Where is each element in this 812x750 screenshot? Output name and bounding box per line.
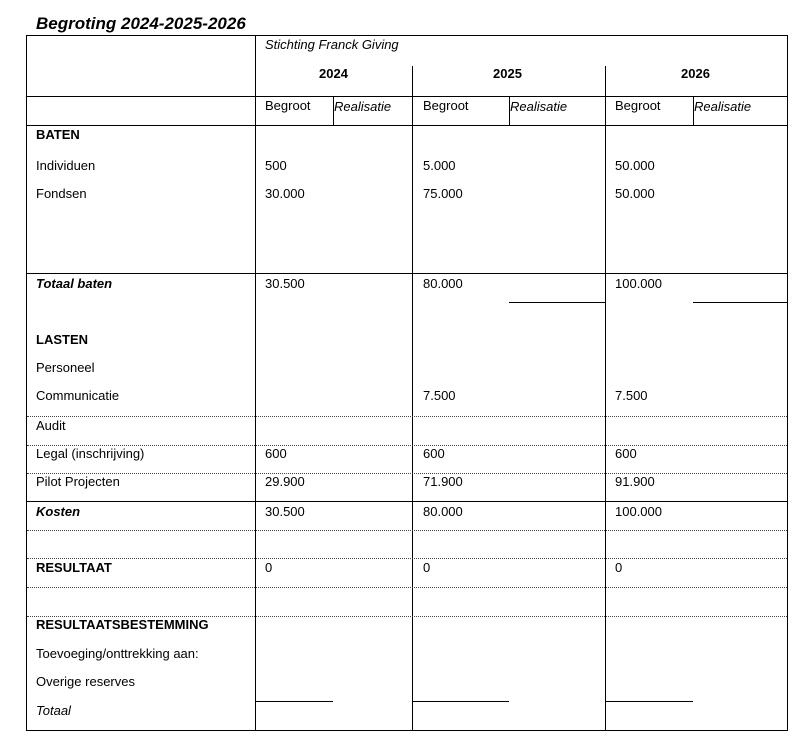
total-label-kosten: Kosten bbox=[36, 504, 81, 519]
row-label: Overige reserves bbox=[36, 674, 135, 689]
subheader-budget: Begroot bbox=[423, 98, 469, 113]
total-2024: 30.500 bbox=[265, 504, 305, 519]
page-title: Begroting 2024-2025-2026 bbox=[36, 14, 246, 33]
row-label: Personeel bbox=[36, 360, 95, 375]
row-label: Fondsen bbox=[36, 186, 87, 201]
baten-total-rule bbox=[27, 273, 787, 274]
resultaat-2025: 0 bbox=[423, 560, 431, 575]
total-2025: 80.000 bbox=[423, 276, 463, 291]
total-underline-2026 bbox=[605, 701, 693, 702]
total-2024: 30.500 bbox=[265, 276, 305, 291]
total-2026: 100.000 bbox=[615, 276, 662, 291]
cell-2025: 600 bbox=[423, 446, 445, 461]
subheader-actual: Realisatie bbox=[334, 99, 392, 114]
section-heading-bestemming: RESULTAATSBESTEMMING bbox=[36, 617, 209, 632]
row-rule bbox=[27, 416, 787, 417]
cell-2026: 50.000 bbox=[615, 158, 655, 173]
subheader-actual: Realisatie bbox=[510, 99, 568, 114]
row-label: Toevoeging/onttrekking aan: bbox=[36, 646, 199, 661]
col-divider-2025 bbox=[412, 66, 413, 730]
cell-2026: 50.000 bbox=[615, 186, 655, 201]
cell-2024: 30.000 bbox=[265, 186, 305, 201]
cell-2026: 600 bbox=[615, 446, 637, 461]
row-label: Communicatie bbox=[36, 388, 120, 403]
total-underline-2026 bbox=[693, 302, 787, 303]
budget-table bbox=[26, 35, 788, 731]
col-divider-label bbox=[255, 36, 256, 730]
section-heading-lasten: LASTEN bbox=[36, 332, 88, 347]
total-2026: 100.000 bbox=[615, 504, 662, 519]
col-divider-2026 bbox=[605, 66, 606, 730]
row-label: Individuen bbox=[36, 158, 96, 173]
subheader-actual: Realisatie bbox=[694, 99, 752, 114]
row-rule bbox=[27, 587, 787, 588]
cell-2024: 600 bbox=[265, 446, 287, 461]
year-header-2024: 2024 bbox=[319, 66, 348, 81]
cell-2024: 29.900 bbox=[265, 474, 305, 489]
cell-2025: 71.900 bbox=[423, 474, 463, 489]
cell-2025: 7.500 bbox=[423, 388, 456, 403]
subheader-budget: Begroot bbox=[265, 98, 311, 113]
subheader-budget: Begroot bbox=[615, 98, 661, 113]
subheader-rule bbox=[27, 125, 787, 126]
row-label: Audit bbox=[36, 418, 66, 433]
section-heading-baten: BATEN bbox=[36, 127, 80, 142]
resultaat-2026: 0 bbox=[615, 560, 623, 575]
resultaat-2024: 0 bbox=[265, 560, 273, 575]
cell-2025: 75.000 bbox=[423, 186, 463, 201]
cell-2025: 5.000 bbox=[423, 158, 456, 173]
cell-2026: 7.500 bbox=[615, 388, 648, 403]
cell-2024: 500 bbox=[265, 158, 287, 173]
organization-name: Stichting Franck Giving bbox=[265, 37, 399, 52]
total-underline-2025 bbox=[412, 701, 509, 702]
row-rule bbox=[27, 530, 787, 531]
total-underline-2025 bbox=[509, 302, 605, 303]
row-rule bbox=[27, 473, 787, 474]
row-rule bbox=[27, 558, 787, 559]
total-2025: 80.000 bbox=[423, 504, 463, 519]
total-underline-2024 bbox=[255, 701, 333, 702]
total-label-baten: Totaal baten bbox=[36, 276, 113, 291]
resultaat-label: RESULTAAT bbox=[36, 560, 112, 575]
row-label: Legal (inschrijving) bbox=[36, 446, 145, 461]
year-header-2025: 2025 bbox=[493, 66, 522, 81]
kosten-rule bbox=[27, 501, 787, 502]
header-rule bbox=[27, 96, 787, 97]
total-label-bestemming: Totaal bbox=[36, 703, 71, 718]
year-header-2026: 2026 bbox=[681, 66, 710, 81]
cell-2026: 91.900 bbox=[615, 474, 655, 489]
row-label: Pilot Projecten bbox=[36, 474, 120, 489]
